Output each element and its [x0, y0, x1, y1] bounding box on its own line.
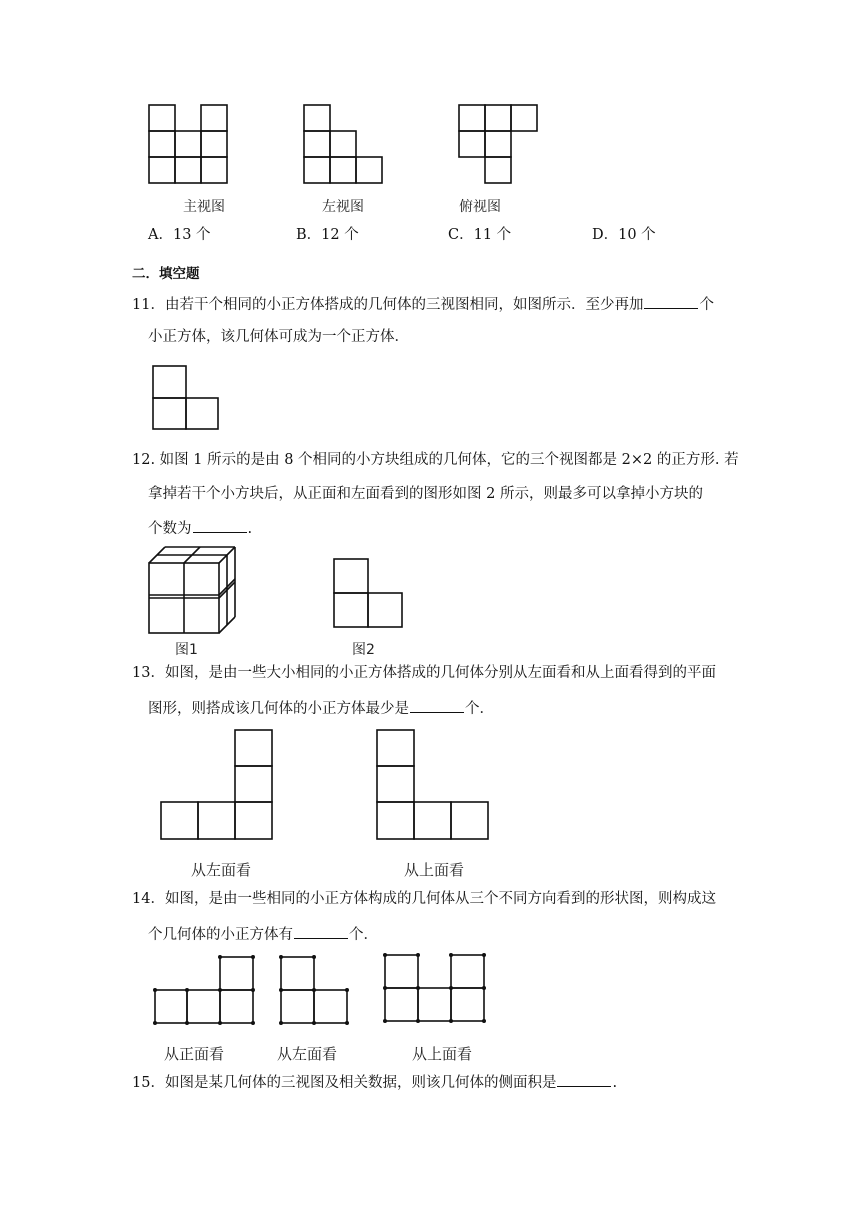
q13-text: 图形，则搭成该几何体的小正方体最少是 — [148, 701, 409, 717]
q11-line2: 小正方体，该几何体可成为一个正方体． — [148, 329, 409, 345]
q14-text-tail: 个． — [349, 927, 378, 943]
option-a[interactable]: A．13 个 — [148, 227, 211, 243]
q14-left-view-caption: 从左面看 — [277, 1045, 338, 1063]
q13-answer-blank[interactable] — [410, 700, 464, 713]
top-view-figure — [458, 104, 540, 186]
q12-figure1-caption: 图1 — [175, 642, 198, 658]
q14-answer-blank[interactable] — [294, 926, 348, 939]
q14-top-view-figure — [383, 953, 489, 1025]
q12-line3 — [148, 520, 252, 537]
q15-answer-blank[interactable] — [557, 1074, 611, 1087]
q12-view-figure — [333, 558, 405, 630]
front-view-caption: 主视图 — [183, 199, 225, 215]
q14-front-view-figure — [153, 955, 257, 1027]
q14-line1: 14．如图，是由一些相同的小正方体构成的几何体从三个不同方向看到的形状图，则构成这 — [132, 891, 716, 907]
option-b[interactable]: B．12 个 — [296, 227, 359, 243]
q14-top-view-caption: 从上面看 — [412, 1045, 473, 1063]
q14-text: 个几何体的小正方体有 — [148, 927, 293, 943]
q11-answer-blank[interactable] — [644, 296, 698, 309]
q14-front-view-caption: 从正面看 — [164, 1045, 225, 1063]
q12-answer-blank[interactable] — [193, 520, 247, 533]
q12-text: 个数为 — [148, 521, 192, 537]
q13-top-view-figure — [376, 729, 490, 841]
q13-top-view-caption: 从上面看 — [404, 861, 465, 879]
q13-left-view-caption: 从左面看 — [191, 861, 252, 879]
q14-line2 — [148, 926, 378, 943]
q12-figure2-caption: 图2 — [352, 642, 375, 658]
q11-three-view-figure — [152, 365, 220, 431]
q15-text: 15．如图是某几何体的三视图及相关数据，则该几何体的侧面积是 — [132, 1075, 557, 1091]
top-view-caption: 俯视图 — [459, 199, 501, 215]
q12-line2: 拿掉若干个小方块后，从正面和左面看到的图形如图 2 所示，则最多可以拿掉小方块的 — [148, 486, 703, 502]
q13-left-view-figure — [160, 729, 274, 841]
q14-left-view-figure — [279, 955, 351, 1027]
q13-text-tail: 个． — [465, 701, 494, 717]
option-d[interactable]: D．10 个 — [592, 227, 656, 243]
q11-text-tail: 个 — [699, 297, 714, 313]
q11-text: 11．由若干个相同的小正方体搭成的几何体的三视图相同，如图所示．至少再加 — [132, 297, 644, 313]
q12-line1: 12. 如图 1 所示的是由 8 个相同的小方块组成的几何体，它的三个视图都是 2×2 的正方形. 若 — [132, 452, 739, 468]
q13-line1: 13．如图，是由一些大小相同的小正方体搭成的几何体分别从左面看和从上面看得到的平面 — [132, 665, 716, 681]
q15-line1 — [132, 1074, 617, 1091]
q13-line2 — [148, 700, 494, 717]
left-view-figure — [303, 104, 385, 186]
q12-cube-figure — [146, 541, 242, 637]
left-view-caption: 左视图 — [322, 199, 364, 215]
front-view-figure — [148, 104, 228, 186]
q15-text-tail: . — [612, 1075, 618, 1091]
q12-text-tail: . — [247, 521, 253, 537]
q11-line1 — [132, 296, 714, 313]
option-c[interactable]: C．11 个 — [448, 227, 512, 243]
section-title: 二．填空题 — [132, 266, 200, 282]
